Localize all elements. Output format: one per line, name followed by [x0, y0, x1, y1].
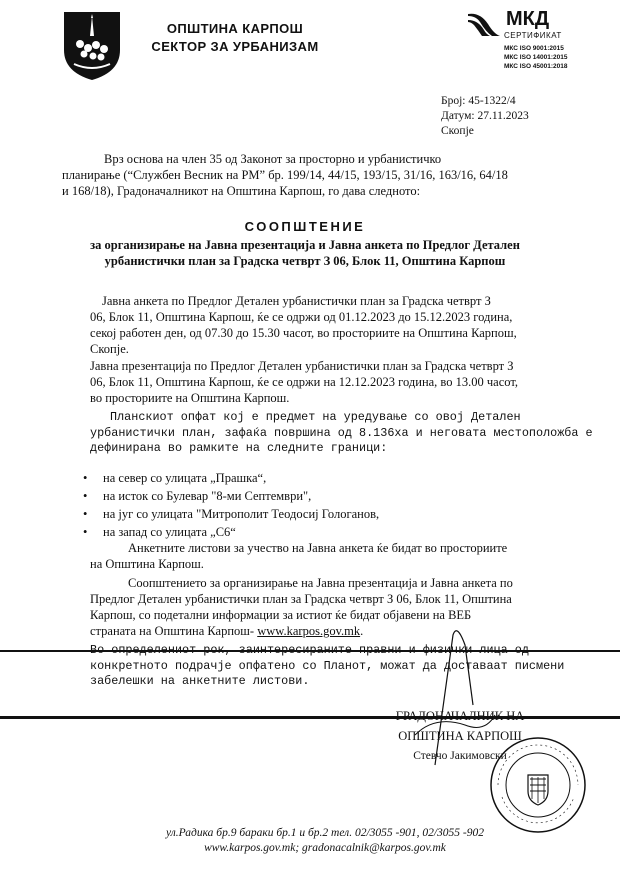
paragraph-line: урбанистички план, зафаќа површина од 8.136ха и неговата местоположба е: [90, 425, 593, 440]
signature-name: Стевчо Јакимовски: [413, 750, 507, 762]
scan-line: [0, 650, 620, 652]
period: .: [360, 624, 364, 638]
boundary-list: [75, 470, 475, 540]
paragraph-line: конкретното подрачје опфатено со Планот, можат да доставаат писмени: [90, 658, 565, 673]
footer-address: ул.Радика бр.9 бараки бр.1 и бр.2 тел. 02/3055 -901, 02/3055 -902: [165, 827, 484, 839]
list-item: • на исток со Булевар "8-ми Септември",: [75, 488, 475, 504]
paragraph-line: Планскиот опфат кој е предмет на уредување со овој Детален: [110, 410, 521, 424]
certificate-label: СЕРТИФИКАТ: [504, 31, 562, 40]
list-item: • на југ со улицата "Митрополит Теодосиј Гологанов,: [75, 506, 475, 522]
certificate-wave-icon: [466, 10, 502, 38]
paragraph-line: Јавна презентација по Предлог Детален урбанистички план за Градска четврт З: [90, 359, 514, 373]
intro-line: и 168/18), Градоначалникот на Општина Карпош, го дава следното:: [62, 184, 421, 198]
signature-title: ГРАДОНАЧАЛНИК НА: [395, 709, 525, 723]
paragraph-line: на Општина Карпош.: [90, 557, 204, 571]
iso-14001: МКС ISO 14001:2015: [504, 54, 568, 61]
certificate-brand: МКД: [506, 8, 550, 30]
intro-line: Врз основа на член 35 од Законот за просторно и урбанистичко: [104, 152, 442, 166]
list-item: • на запад со улицата „С6“: [75, 524, 475, 540]
paragraph-line: 06, Блок 11, Општина Карпош, ќе се одржи на 12.12.2023 година, во 13.00 часот,: [90, 375, 518, 389]
iso-9001: МКС ISO 9001:2015: [504, 45, 564, 52]
document-place: Скопје: [441, 125, 474, 137]
mkd-certificate-logo: [466, 8, 566, 78]
paragraph-line: дефинирана во рамките на следните граници:: [90, 441, 388, 455]
municipality-name: ОПШТИНА КАРПОШ: [166, 21, 304, 36]
paragraph-line: Карпош, со подетални информации за истиот ќе бидат објавени на ВЕБ: [90, 608, 472, 622]
signature-org: ОПШТИНА КАРПОШ: [398, 729, 522, 743]
paragraph-line: Соопштението за организирање на Јавна презентација и Јавна анкета по: [128, 576, 513, 590]
notice-subtitle: урбанистички план за Градска четврт З 06, Блок 11, Општина Карпош: [104, 254, 506, 268]
paragraph-line: страната на Општина Карпош-: [90, 624, 258, 638]
paragraph-line: Предлог Детален урбанистички план за Градска четврт З 06, Блок 11, Општина: [90, 592, 512, 606]
paragraph-line: Анкетните листови за учество на Јавна анкета ќе бидат во просториите: [128, 541, 508, 555]
sector-name: СЕКТОР ЗА УРБАНИЗАМ: [151, 39, 319, 54]
paragraph-line: секој работен ден, од 07.30 до 15.30 часот, во просториите на Општина Карпош,: [90, 326, 517, 340]
intro-line: планирање (“Службен Весник на РМ” бр. 199/14, 44/15, 193/15, 31/16, 163/16, 64/18: [62, 168, 508, 182]
paragraph-line: Скопје.: [90, 342, 129, 356]
karpos-coat-of-arms: [62, 10, 122, 82]
list-item: • на север со улицата „Прашка“,: [75, 470, 475, 486]
paragraph-line: забелешки на анкетните листови.: [90, 674, 310, 688]
website-link[interactable]: www.karpos.gov.mk: [257, 624, 361, 638]
iso-45001: МКС ISO 45001:2018: [504, 63, 568, 70]
document-number: Број: 45-1322/4: [441, 95, 516, 107]
paragraph-line: во просториите на Општина Карпош.: [90, 391, 290, 405]
document-date: Датум: 27.11.2023: [441, 110, 529, 122]
paragraph-line: 06, Блок 11, Општина Карпош, ќе се одржи од 01.12.2023 до 15.12.2023 година,: [90, 310, 513, 324]
official-seal: [488, 735, 588, 835]
footer-contacts: www.karpos.gov.mk; gradonacalnik@karpos.gov.mk: [204, 842, 446, 854]
notice-title: СООПШТЕНИЕ: [244, 219, 366, 234]
paragraph-line: Јавна анкета по Предлог Детален урбанистички план за Градска четврт З: [102, 294, 491, 308]
notice-subtitle: за организирање на Јавна презентација и Јавна анкета по Предлог Детален: [90, 238, 520, 252]
